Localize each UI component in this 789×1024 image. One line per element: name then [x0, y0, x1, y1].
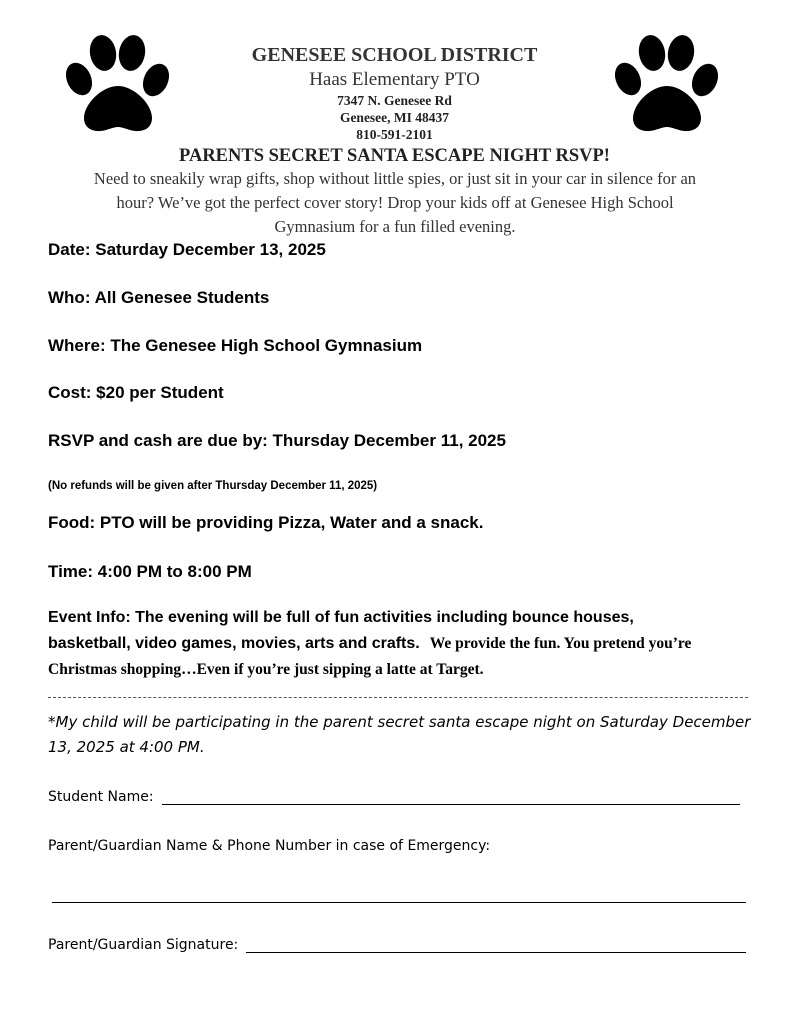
intro-line: hour? We’ve got the perfect cover story! Drop your kids off at Genesee High School [116, 193, 674, 212]
address-city: Genesee, MI 48437 [339, 110, 450, 125]
refund-note: (No refunds will be given after Thursday December 11, 2025) [48, 480, 378, 492]
intro-line: Need to sneakily wrap gifts, shop without little spies, or just sit in your car in silence for an [93, 169, 697, 188]
intro-paragraph [60, 167, 730, 239]
guardian-contact-field[interactable] [52, 902, 746, 903]
page-title: PARENTS SECRET SANTA ESCAPE NIGHT RSVP! [179, 146, 610, 166]
district-title: GENESEE SCHOOL DISTRICT [251, 44, 538, 66]
event-info-bold: basketball, video games, movies, arts and crafts. [48, 635, 420, 652]
cut-line-divider [48, 697, 748, 698]
student-name-field[interactable] [162, 804, 740, 805]
intro-line: Gymnasium for a fun filled evening. [274, 217, 516, 236]
event-food: Food: PTO will be providing Pizza, Water and a snack. [48, 513, 484, 532]
event-where: Where: The Genesee High School Gymnasium [48, 336, 423, 355]
signature-field[interactable] [246, 952, 746, 953]
event-info-line [48, 635, 691, 653]
permission-statement: *My child will be participating in the parent secret santa escape night on Saturday December [48, 713, 751, 731]
event-who: Who: All Genesee Students [48, 288, 270, 307]
signature-label: Parent/Guardian Signature: [48, 937, 239, 953]
rsvp-deadline: RSVP and cash are due by: Thursday December 11, 2025 [48, 431, 506, 450]
phone-number: 810-591-2101 [356, 127, 433, 142]
event-date: Date: Saturday December 13, 2025 [48, 240, 326, 259]
event-info-line: Event Info: The evening will be full of fun activities including bounce houses, [48, 609, 634, 626]
event-cost: Cost: $20 per Student [48, 383, 224, 402]
permission-statement: 13, 2025 at 4:00 PM. [48, 738, 205, 756]
event-time: Time: 4:00 PM to 8:00 PM [48, 562, 252, 581]
pto-name: Haas Elementary PTO [309, 69, 480, 90]
event-info-serif: We provide the fun. You pretend you’re [429, 635, 692, 652]
guardian-contact-label: Parent/Guardian Name & Phone Number in case of Emergency: [48, 838, 491, 854]
student-name-label: Student Name: [48, 789, 154, 805]
event-info-line: Christmas shopping…Even if you’re just sipping a latte at Target. [48, 661, 484, 678]
address-street: 7347 N. Genesee Rd [337, 93, 452, 108]
